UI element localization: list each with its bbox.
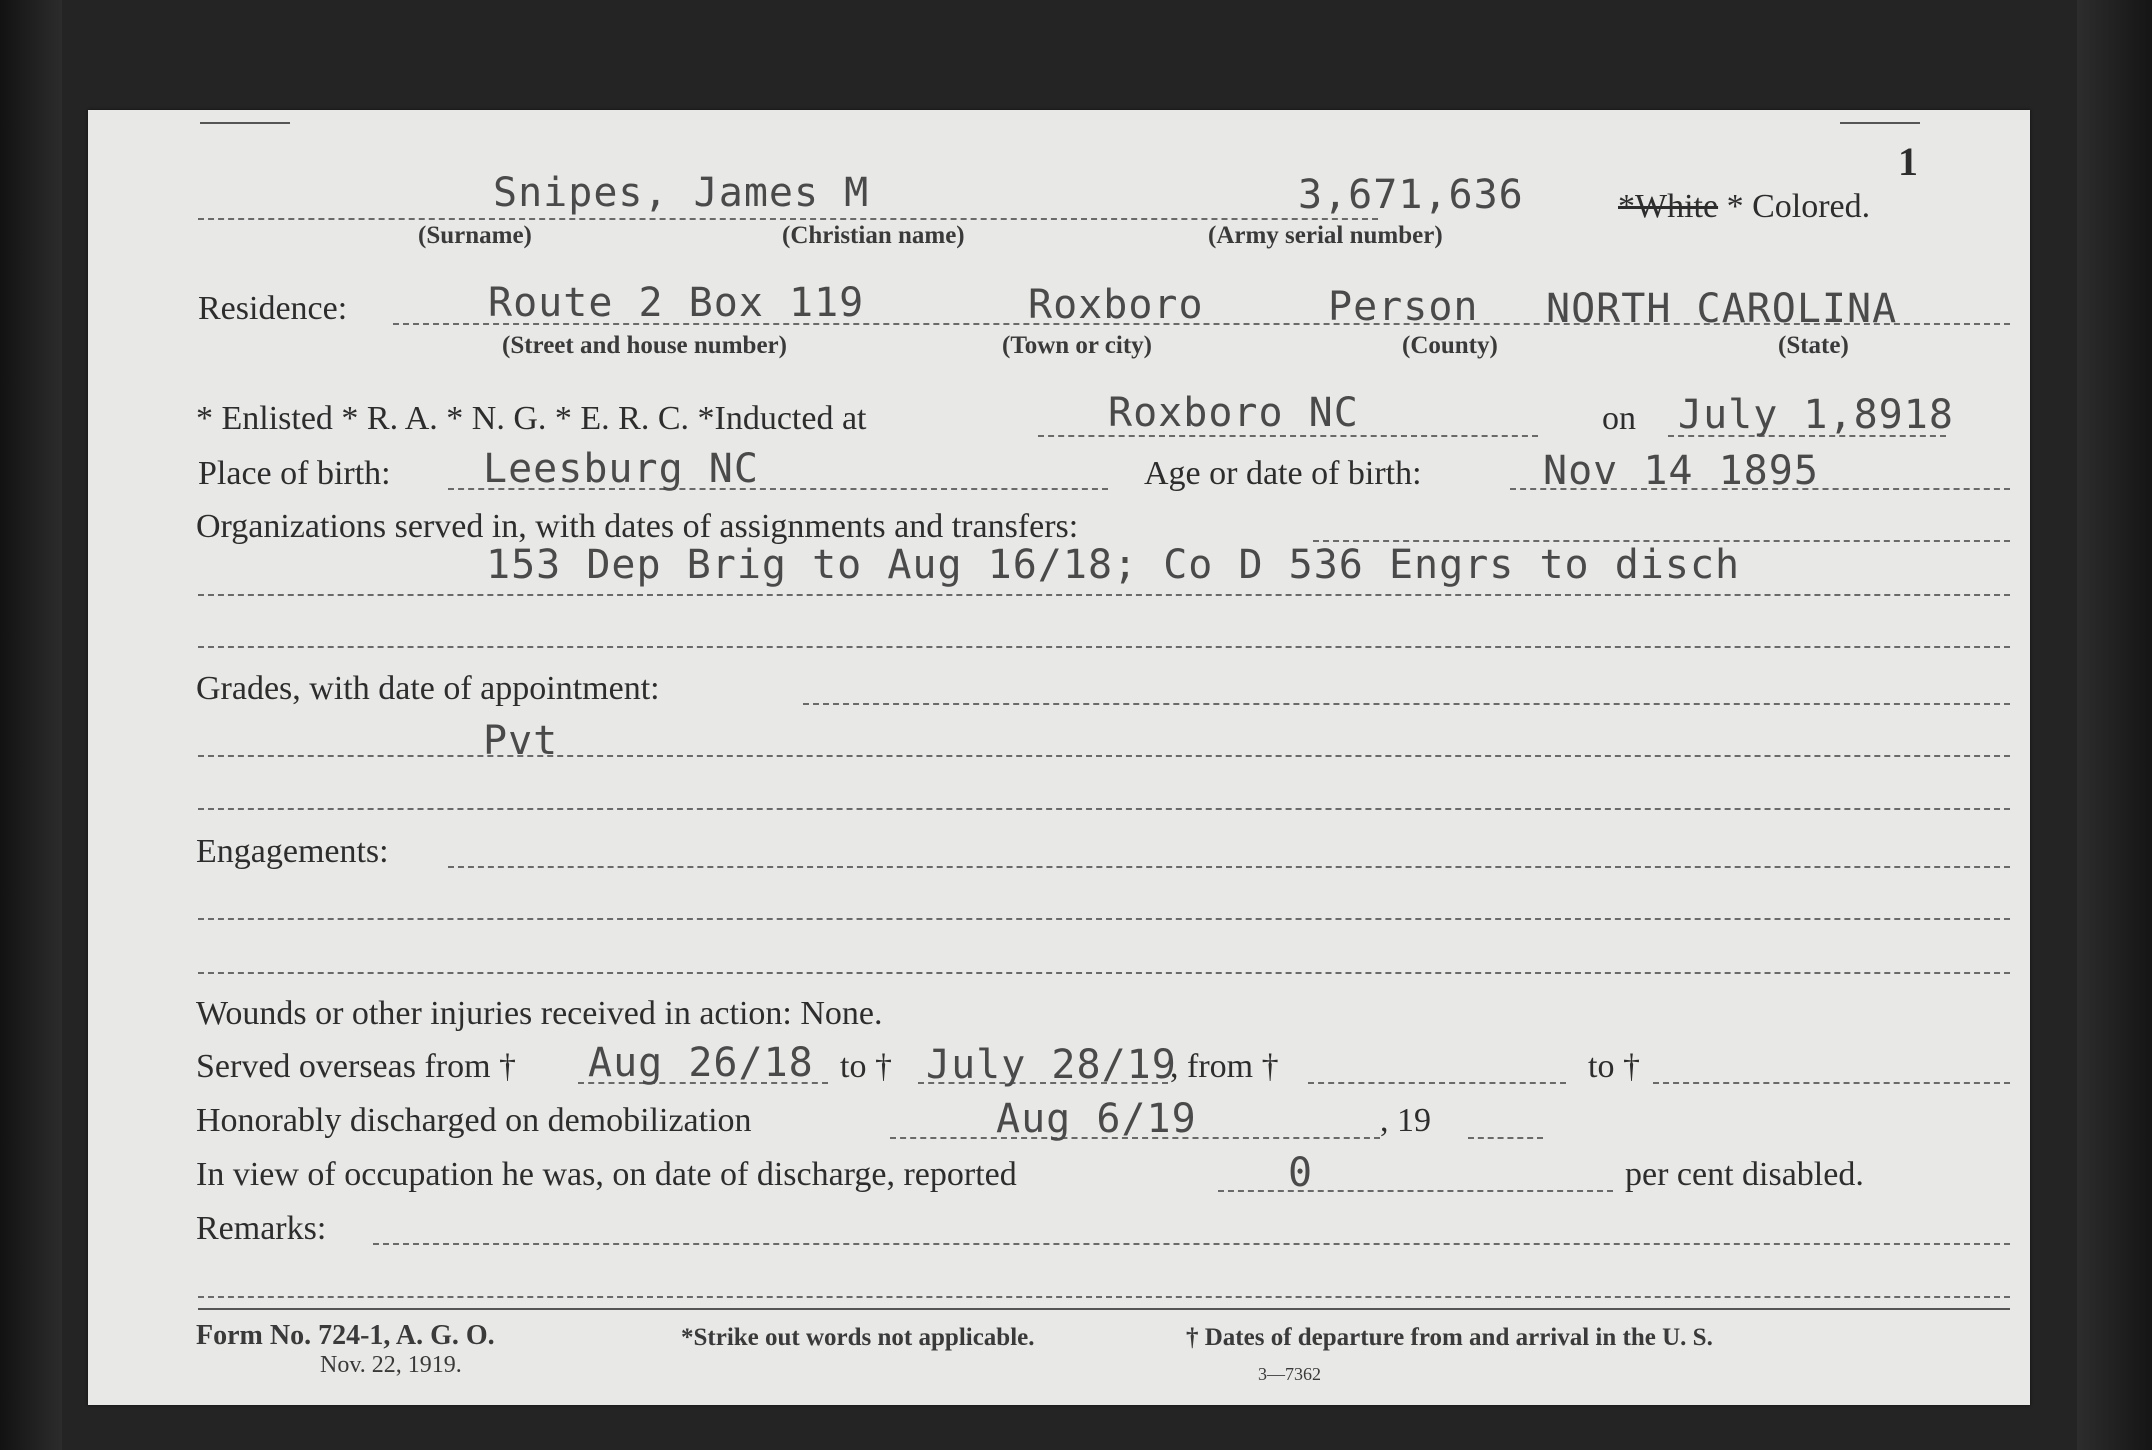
overseas-to2-label: to † bbox=[1588, 1048, 1640, 1085]
residence-label: Residence: bbox=[198, 290, 348, 327]
grades-line-3 bbox=[198, 808, 2010, 810]
wounds-label: Wounds or other injuries received in action: None. bbox=[196, 995, 883, 1032]
overseas-from2-label: , from † bbox=[1170, 1048, 1279, 1085]
induction-label: * Enlisted * R. A. * N. G. * E. R. C. *Inducted at bbox=[196, 400, 867, 437]
card-number: 1 bbox=[1898, 139, 1918, 184]
serial-caption: (Army serial number) bbox=[1208, 222, 1443, 249]
residence-county: Person bbox=[1328, 284, 1479, 330]
christian-name-caption: (Christian name) bbox=[782, 222, 965, 249]
overseas-to2-line bbox=[1653, 1082, 2010, 1084]
surname-caption: (Surname) bbox=[418, 222, 532, 249]
county-caption: (County) bbox=[1402, 332, 1498, 359]
race-colored: * Colored. bbox=[1726, 188, 1871, 225]
disability-value: 0 bbox=[1288, 1150, 1314, 1196]
organizations-line-3 bbox=[198, 646, 2010, 648]
name-value: Snipes, James M bbox=[493, 170, 870, 216]
overseas-from-date: Aug 26/18 bbox=[588, 1040, 814, 1086]
remarks-label: Remarks: bbox=[196, 1210, 327, 1247]
strike-note: *Strike out words not applicable. bbox=[681, 1324, 1035, 1351]
engagements-line-1 bbox=[448, 866, 2010, 868]
footer-rule bbox=[198, 1308, 2010, 1310]
residence-state: NORTH CAROLINA bbox=[1546, 286, 1898, 332]
organizations-line-2 bbox=[198, 594, 2010, 596]
street-caption: (Street and house number) bbox=[502, 332, 787, 359]
discharge-year-suffix: , 19 bbox=[1380, 1102, 1431, 1139]
birth-place-label: Place of birth: bbox=[198, 455, 391, 492]
grades-value: Pvt bbox=[483, 718, 559, 764]
service-record-card bbox=[88, 110, 2030, 1405]
overseas-to-date: July 28/19 bbox=[926, 1042, 1177, 1088]
form-number: Form No. 724-1, A. G. O. bbox=[196, 1320, 495, 1351]
grades-line-2 bbox=[198, 755, 2010, 757]
overseas-to-label: to † bbox=[840, 1048, 892, 1085]
overseas-from-label: Served overseas from † bbox=[196, 1048, 517, 1085]
dates-note: † Dates of departure from and arrival in the U. S. bbox=[1186, 1324, 1713, 1351]
top-left-rule bbox=[200, 122, 290, 124]
overseas-from2-line bbox=[1308, 1082, 1566, 1084]
remarks-line-2 bbox=[198, 1296, 2010, 1298]
remarks-line-1 bbox=[373, 1243, 2010, 1245]
top-right-rule bbox=[1840, 122, 1920, 124]
engagements-line-3 bbox=[198, 972, 2010, 974]
engagements-label: Engagements: bbox=[196, 833, 389, 870]
scan-border-right bbox=[2077, 0, 2152, 1450]
name-line bbox=[198, 218, 1378, 220]
discharge-date: Aug 6/19 bbox=[996, 1096, 1197, 1142]
serial-value: 3,671,636 bbox=[1298, 172, 1524, 218]
disability-label: In view of occupation he was, on date of discharge, reported bbox=[196, 1156, 1017, 1193]
state-caption: (State) bbox=[1778, 332, 1849, 359]
race-options bbox=[1618, 188, 1870, 226]
organizations-label: Organizations served in, with dates of assignments and transfers: bbox=[196, 508, 1079, 545]
scan-border-left bbox=[0, 0, 62, 1450]
grades-label: Grades, with date of appointment: bbox=[196, 670, 660, 707]
print-code: 3—7362 bbox=[1258, 1364, 1321, 1384]
organizations-value: 153 Dep Brig to Aug 16/18; Co D 536 Engrs to disch bbox=[486, 542, 1741, 588]
form-date: Nov. 22, 1919. bbox=[320, 1352, 462, 1378]
disability-line bbox=[1218, 1190, 1613, 1192]
discharge-year-line bbox=[1468, 1137, 1543, 1139]
residence-street: Route 2 Box 119 bbox=[488, 280, 865, 326]
induction-on-label: on bbox=[1602, 400, 1636, 437]
induction-place: Roxboro NC bbox=[1108, 390, 1359, 436]
induction-date: July 1,8918 bbox=[1678, 392, 1954, 438]
birth-date-label: Age or date of birth: bbox=[1144, 455, 1422, 492]
grades-line-1 bbox=[803, 703, 2010, 705]
engagements-line-2 bbox=[198, 918, 2010, 920]
disability-suffix: per cent disabled. bbox=[1625, 1156, 1864, 1193]
discharge-label: Honorably discharged on demobilization bbox=[196, 1102, 752, 1139]
race-white: *White bbox=[1618, 188, 1719, 225]
birth-date: Nov 14 1895 bbox=[1543, 448, 1819, 494]
birth-place: Leesburg NC bbox=[483, 446, 759, 492]
town-caption: (Town or city) bbox=[1002, 332, 1152, 359]
residence-town: Roxboro bbox=[1028, 282, 1204, 328]
